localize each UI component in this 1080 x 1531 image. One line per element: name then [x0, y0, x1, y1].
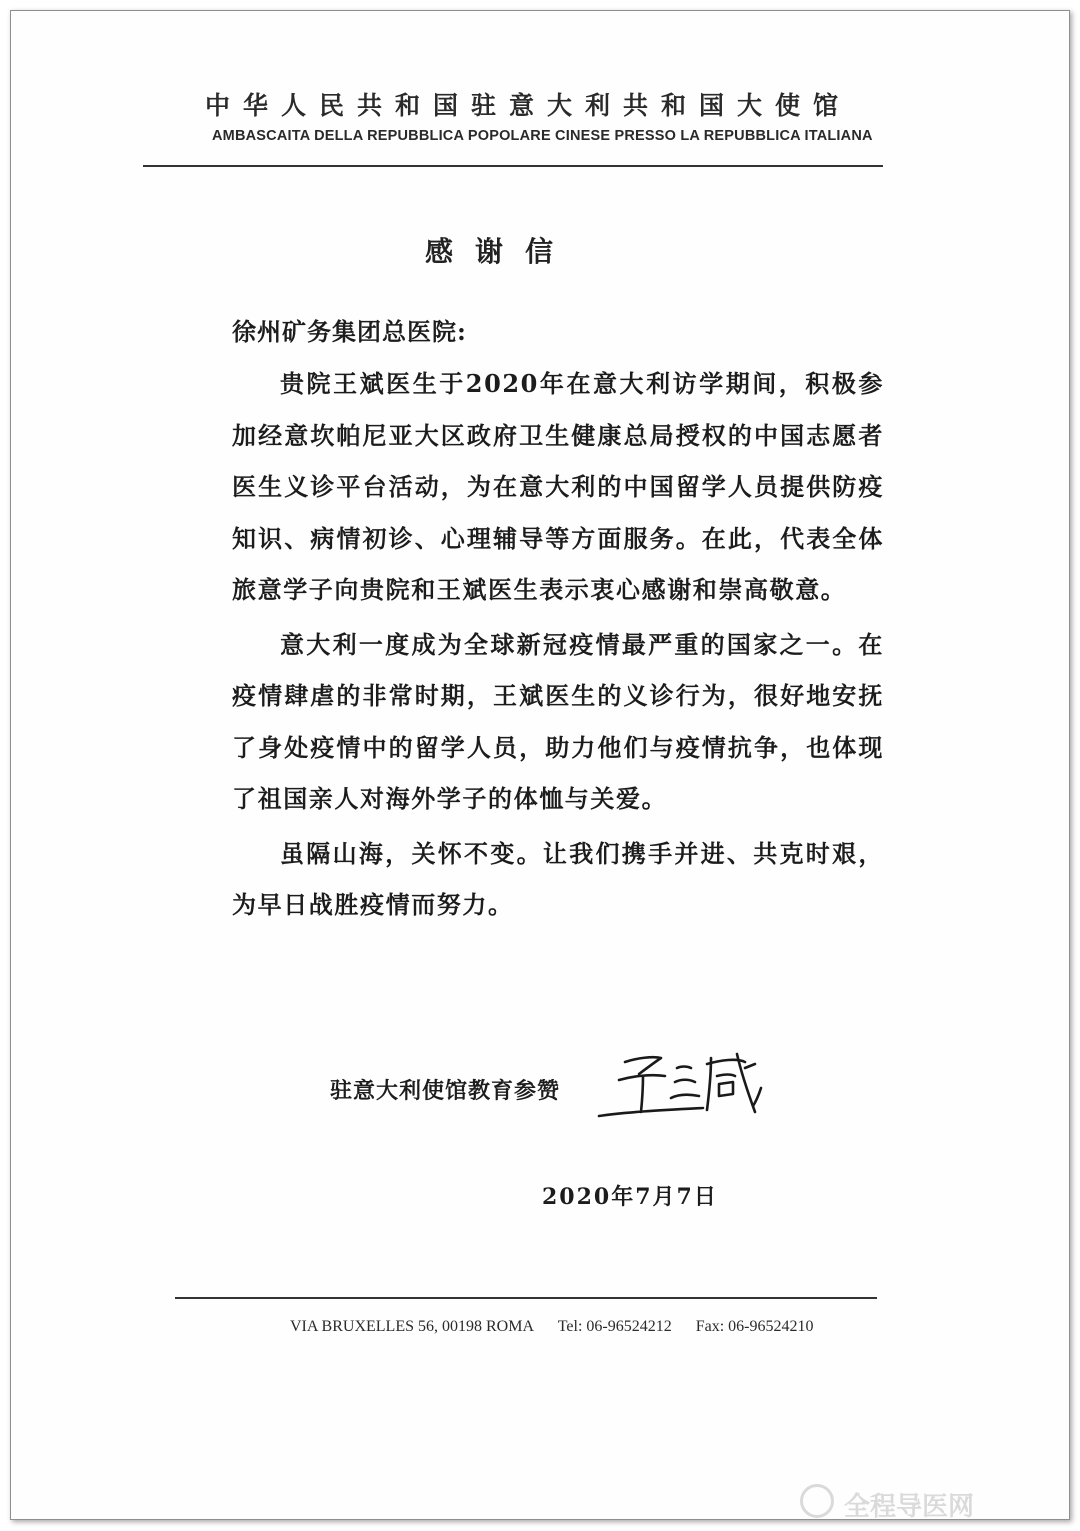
embassy-name-chinese: 中华人民共和国驻意大利共和国大使馆 [205, 91, 852, 120]
handwritten-signature [595, 1046, 765, 1128]
header-divider [143, 165, 883, 167]
paragraph-3: 虽隔山海，关怀不变。让我们携手并进、共克时艰，为早日战胜疫情而努力。 [232, 838, 884, 919]
paragraph-2: 意大利一度成为全球新冠疫情最严重的国家之一。在疫情肆虐的非常时期，王斌医生的义诊行为，很好地安抚了身处疫情中的留学人员，助力他们与疫情抗争，也体现了祖国亲人对海外学子的体恤与关爱。 [232, 629, 884, 813]
watermark-logo-icon [800, 1484, 834, 1518]
paragraph-1: 贵院王斌医生于2020年在意大利访学期间，积极参加经意坎帕尼亚大区政府卫生健康总局授权的中国志愿者医生义诊平台活动，为在意大利的中国留学人员提供防疫知识、病情初诊、心理辅导等方面服务。在此，代表全体旅意学子向贵院和王斌医生表示衷心感谢和崇高敬意。 [232, 369, 884, 604]
footer-fax: Fax: 06-96524210 [695, 1318, 814, 1335]
site-watermark [800, 1480, 1070, 1524]
embassy-name-italian: AMBASCAITA DELLA REPUBBLICA POPOLARE CINESE PRESSO LA REPUBBLICA ITALIANA [212, 128, 873, 144]
signatory-title: 驻意大利使馆教育参赞 [330, 1078, 561, 1104]
salutation: 徐州矿务集团总医院: [232, 317, 467, 346]
letter-title: 感谢信 [424, 235, 575, 268]
footer-divider [175, 1297, 877, 1299]
embassy-contact-footer [290, 1318, 834, 1336]
letter-body [232, 358, 884, 934]
letter-date: 2020年7月7日 [542, 1184, 718, 1210]
footer-telephone: Tel: 06-96524212 [557, 1318, 672, 1335]
watermark-text: 全程导医网 [844, 1492, 975, 1522]
footer-address: VIA BRUXELLES 56, 00198 ROMA [290, 1318, 535, 1335]
